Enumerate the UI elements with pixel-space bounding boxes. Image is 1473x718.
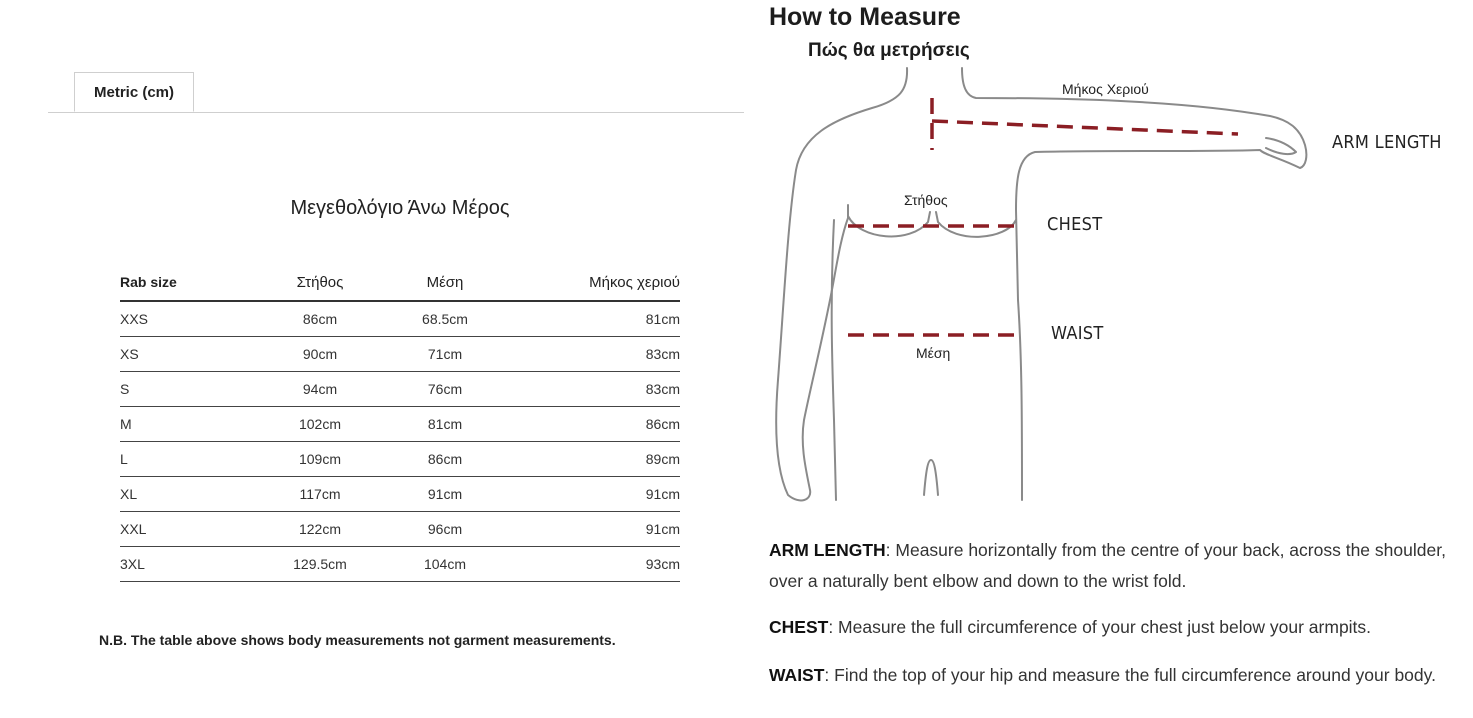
table-row	[120, 372, 680, 407]
desc-term: CHEST	[769, 617, 829, 637]
chest-cell: 129.5cm	[250, 547, 390, 582]
body-outline-figure	[760, 0, 1473, 520]
chest-cell: 117cm	[250, 477, 390, 512]
waist-cell: 71cm	[390, 337, 500, 372]
unit-tab-bar	[48, 72, 744, 113]
desc-text: : Find the top of your hip and measure the full circumference around your body.	[824, 665, 1436, 685]
table-row	[120, 442, 680, 477]
arm-length-guide	[932, 121, 1238, 134]
chest-cell: 109cm	[250, 442, 390, 477]
waist-cell: 96cm	[390, 512, 500, 547]
header-size: Rab size	[120, 264, 250, 301]
waist-label: WAIST	[1051, 323, 1104, 344]
table-title: Μεγεθολόγιο Άνω Μέρος	[290, 197, 510, 219]
body-outline-right	[962, 68, 1306, 500]
table-row	[120, 301, 680, 337]
arm-length-description	[769, 535, 1469, 597]
size-cell: XXL	[120, 512, 250, 547]
chest-description	[769, 612, 1469, 643]
desc-text: : Measure the full circumference of your chest just below your armpits.	[828, 617, 1372, 637]
tab-metric[interactable]: Metric (cm)	[74, 72, 194, 112]
desc-term: ARM LENGTH	[769, 540, 886, 560]
how-to-measure-title: How to Measure	[769, 3, 961, 31]
arm-cell: 89cm	[500, 442, 680, 477]
table-row	[120, 512, 680, 547]
chest-label: CHEST	[1047, 214, 1103, 235]
waist-cell: 86cm	[390, 442, 500, 477]
body-side-left	[832, 220, 836, 500]
size-cell: M	[120, 407, 250, 442]
chest-label-greek: Στήθος	[904, 192, 948, 208]
arm-length-label: ARM LENGTH	[1332, 132, 1442, 153]
size-cell: XS	[120, 337, 250, 372]
table-note: N.B. The table above shows body measurements not garment measurements.	[99, 632, 616, 648]
arm-cell: 91cm	[500, 512, 680, 547]
chest-cell: 86cm	[250, 301, 390, 337]
body-outline-left	[776, 68, 907, 500]
desc-term: WAIST	[769, 665, 825, 685]
table-row	[120, 337, 680, 372]
table-row	[120, 547, 680, 582]
arm-cell: 86cm	[500, 407, 680, 442]
waist-description	[769, 660, 1469, 691]
tab-inactive[interactable]	[208, 72, 308, 112]
header-arm-length: Μήκος χεριού	[500, 264, 680, 301]
how-to-measure-title-greek: Πώς θα μετρήσεις	[808, 40, 970, 61]
arm-length-label-greek: Μήκος Χεριού	[1062, 81, 1149, 97]
chest-cell: 102cm	[250, 407, 390, 442]
size-cell: S	[120, 372, 250, 407]
arm-cell: 93cm	[500, 547, 680, 582]
arm-cell: 91cm	[500, 477, 680, 512]
crotch-detail	[924, 460, 938, 495]
size-cell: XXS	[120, 301, 250, 337]
hand-detail	[1266, 138, 1296, 154]
how-to-measure-panel	[760, 0, 1473, 718]
chest-cell: 94cm	[250, 372, 390, 407]
size-cell: XL	[120, 477, 250, 512]
table-header-row	[120, 264, 680, 301]
arm-cell: 81cm	[500, 301, 680, 337]
waist-label-greek: Μέση	[916, 345, 951, 361]
desc-text: : Measure horizontally from the centre of your back, across the shoulder, over a naturally bent elbow and down to the wrist fold.	[769, 540, 1446, 591]
arm-cell: 83cm	[500, 337, 680, 372]
table-row	[120, 477, 680, 512]
waist-cell: 104cm	[390, 547, 500, 582]
arm-cell: 83cm	[500, 372, 680, 407]
size-cell: 3XL	[120, 547, 250, 582]
chest-cell: 122cm	[250, 512, 390, 547]
chest-cell: 90cm	[250, 337, 390, 372]
waist-cell: 81cm	[390, 407, 500, 442]
waist-cell: 76cm	[390, 372, 500, 407]
size-cell: L	[120, 442, 250, 477]
header-waist: Μέση	[390, 264, 500, 301]
size-table	[120, 264, 680, 582]
table-row	[120, 407, 680, 442]
header-chest: Στήθος	[250, 264, 390, 301]
waist-cell: 91cm	[390, 477, 500, 512]
waist-cell: 68.5cm	[390, 301, 500, 337]
